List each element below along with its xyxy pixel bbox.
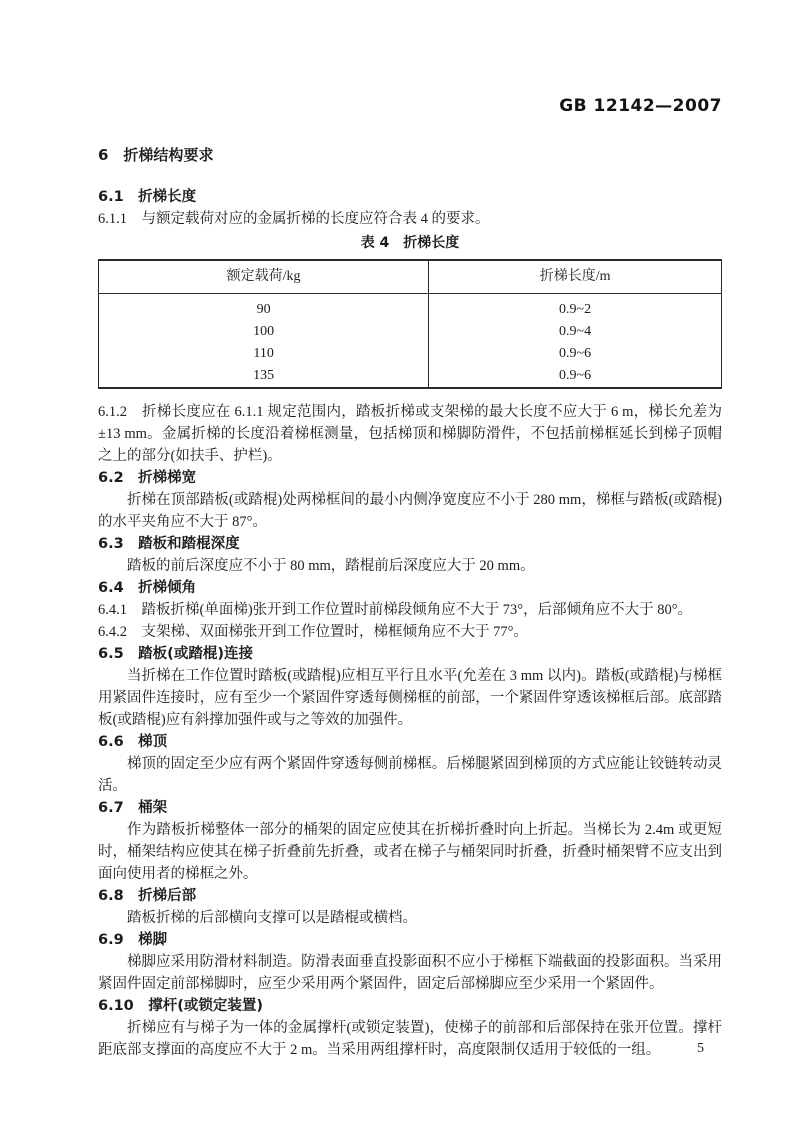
clause-6-1-1: 6.1.1 与额定载荷对应的金属折梯的长度应符合表 4 的要求。 <box>98 211 490 227</box>
subsection-heading-6-10: 6.10 撑杆(或锁定装置) <box>98 998 264 1014</box>
paragraph-6-7: 作为踏板折梯整体一部分的桶架的固定应使其在折梯折叠时向上折起。当梯长为 2.4m 或更短时，桶架结构应使其在梯子折叠前先折叠，或者在梯子与桶架同时折叠，折叠时桶架臂不应支出到面向使用者的梯框之外。 <box>98 822 722 882</box>
subsection-heading-6-6: 6.6 梯顶 <box>98 734 168 750</box>
table-cell: 90 <box>99 294 429 322</box>
table-4-caption: 表 4 折梯长度 <box>360 235 460 251</box>
table-cell: 0.9~4 <box>429 321 722 343</box>
subsection-heading-6-1: 6.1 折梯长度 <box>98 189 197 205</box>
section-heading-6: 6 折梯结构要求 <box>98 146 214 164</box>
table-row <box>99 294 722 322</box>
paragraph-6-6: 梯顶的固定至少应有两个紧固件穿透每侧前梯框。后梯腿紧固到梯顶的方式应能让铰链转动灵活。 <box>98 756 722 794</box>
paragraph-6-3: 踏板的前后深度应不小于 80 mm，踏棍前后深度应大于 20 mm。 <box>127 558 535 574</box>
subsection-heading-6-3: 6.3 踏板和踏棍深度 <box>98 536 240 552</box>
table-4 <box>98 259 722 389</box>
paragraph-6-8: 踏板折梯的后部横向支撑可以是踏棍或横档。 <box>127 910 417 926</box>
table-row <box>99 343 722 365</box>
subsection-heading-6-2: 6.2 折梯梯宽 <box>98 470 197 486</box>
table-cell: 0.9~2 <box>429 294 722 322</box>
table-row <box>99 321 722 343</box>
paragraph-6-5: 当折梯在工作位置时踏板(或踏棍)应相互平行且水平(允差在 3 mm 以内)。踏板(或踏棍)与梯框用紧固件连接时，应有至少一个紧固件穿透每侧梯框的前部，一个紧固件穿透该梯框后部。底部踏板(或踏棍)应有斜撑加强件或与之等效的加强件。 <box>98 668 722 728</box>
column-header-ladder-length: 折梯长度/m <box>429 260 722 294</box>
subsection-heading-6-5: 6.5 踏板(或踏棍)连接 <box>98 646 253 662</box>
document-body <box>98 144 722 1061</box>
clause-6-4-1: 6.4.1 踏板折梯(单面梯)张开到工作位置时前梯段倾角应不大于 73°，后部倾角应不大于 80°。 <box>98 602 693 618</box>
subsection-heading-6-4: 6.4 折梯倾角 <box>98 580 197 596</box>
table-cell: 0.9~6 <box>429 343 722 365</box>
subsection-heading-6-9: 6.9 梯脚 <box>98 932 168 948</box>
table-cell: 100 <box>99 321 429 343</box>
table-row <box>99 365 722 388</box>
page-number: 5 <box>697 1041 704 1056</box>
paragraph-6-9: 梯脚应采用防滑材料制造。防滑表面垂直投影面积不应小于梯框下端截面的投影面积。当采用紧固件固定前部梯脚时，应至少采用两个紧固件，固定后部梯脚应至少采用一个紧固件。 <box>98 954 722 992</box>
paragraph-6-2: 折梯在顶部踏板(或踏棍)处两梯框间的最小内侧净宽度应不小于 280 mm，梯框与踏板(或踏棍)的水平夹角应不大于 87°。 <box>98 492 722 530</box>
table-cell: 110 <box>99 343 429 365</box>
standard-number-header: GB 12142—2007 <box>559 96 722 116</box>
clause-6-4-2: 6.4.2 支架梯、双面梯张开到工作位置时，梯框倾角应不大于 77°。 <box>98 624 528 640</box>
paragraph-6-10: 折梯应有与梯子为一体的金属撑杆(或锁定装置)，使梯子的前部和后部保持在张开位置。撑杆距底部支撑面的高度应不大于 2 m。当采用两组撑杆时，高度限制仅适用于较低的一组。 <box>98 1020 722 1058</box>
column-header-rated-load: 额定载荷/kg <box>99 260 429 294</box>
subsection-heading-6-7: 6.7 桶架 <box>98 800 168 816</box>
table-header-row <box>99 260 722 294</box>
table-cell: 135 <box>99 365 429 388</box>
table-cell: 0.9~6 <box>429 365 722 388</box>
clause-6-1-2: 6.1.2 折梯长度应在 6.1.1 规定范围内，踏板折梯或支架梯的最大长度不应大于 6 m，梯长允差为 ±13 mm。金属折梯的长度沿着梯框测量，包括梯顶和梯脚防滑件，不包括前梯框延长到梯子顶帽之上的部分(如扶手、护栏)。 <box>98 404 722 464</box>
subsection-heading-6-8: 6.8 折梯后部 <box>98 888 197 904</box>
